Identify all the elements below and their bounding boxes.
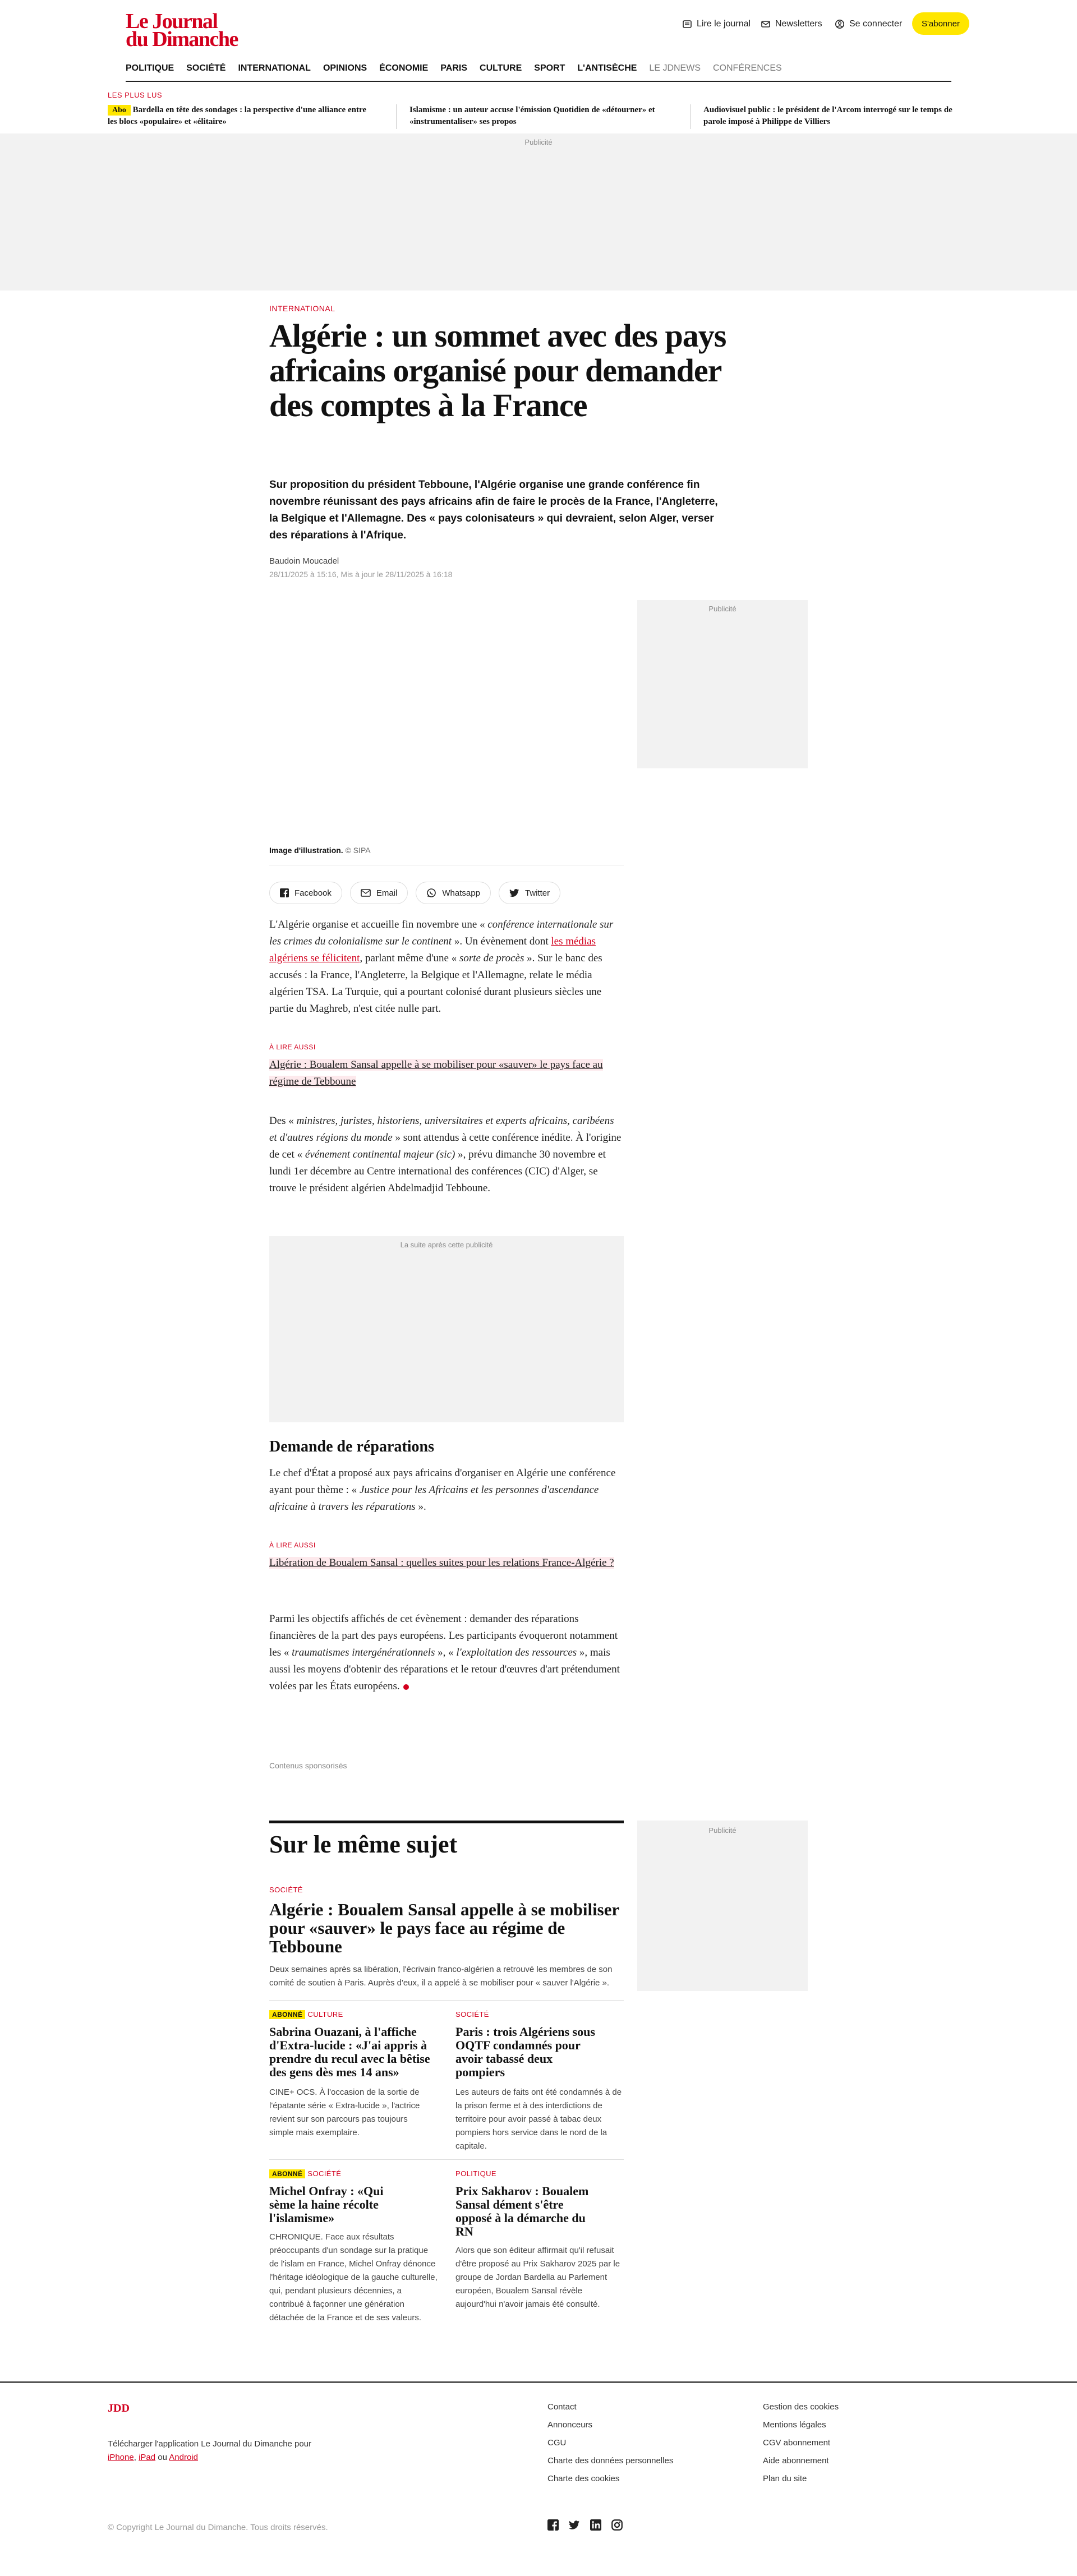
nav-item-opinions[interactable]: OPINIONS: [323, 63, 367, 73]
footer-links-col-2: [763, 2398, 839, 2488]
text-run: ». Un évènement dont: [452, 936, 551, 947]
nav-item-paris[interactable]: PARIS: [440, 63, 468, 73]
related-card-title: Prix Sakharov : Boualem Sansal dément s'être opposé à la démarche du RN: [455, 2184, 589, 2238]
share-buttons: [269, 882, 560, 904]
text-run-italic: ministres, juristes, historiens, universitaires et experts africains, caribéens et d'autres régions du monde: [269, 1115, 614, 1144]
social-links: [547, 2519, 623, 2531]
text-run: », mais aussi les moyens d'obtenir des réparations et le retour d'œuvres d'art prétendument volées par les États européens.: [269, 1647, 620, 1692]
top-ad-banner: [0, 133, 1077, 291]
footer-link-contact[interactable]: Contact: [547, 2402, 577, 2412]
text-run: Des «: [269, 1115, 297, 1127]
most-read-item[interactable]: Audiovisuel public : le président de l'Arcom interrogé sur le temps de parole imposé à Philippe de Villiers: [703, 105, 952, 126]
mail-icon: [761, 19, 771, 29]
caption-credit: © SIPA: [345, 846, 371, 855]
end-dot: [403, 1684, 409, 1690]
related-card[interactable]: [269, 2010, 432, 2140]
share-facebook-label: Facebook: [294, 888, 332, 898]
article-paragraph: [269, 1465, 624, 1515]
related-card-meta: [269, 2169, 438, 2178]
nav-item-politique[interactable]: POLITIQUE: [126, 63, 174, 73]
divider: [690, 104, 691, 129]
app-iphone-link[interactable]: iPhone: [108, 2453, 134, 2462]
text-run-italic: conférence internationale sur les crimes du colonialisme sur le continent: [269, 919, 614, 947]
divider: [396, 104, 397, 129]
related-card-desc: CHRONIQUE. Face aux résultats préoccupants d'un sondage sur la pratique de l'islam en France, Michel Onfray dénonce l'héritage idéologique de la gauche culturelle, qui, pendant plusieurs décennies, a contribué à façonner une génération détachée de la France et de ses valeurs.: [269, 2232, 438, 2322]
newspaper-icon: [682, 19, 692, 29]
related-main-title[interactable]: Algérie : Boualem Sansal appelle à se mobiliser pour «sauver» le pays face au régime de Tebboune: [269, 1900, 619, 1956]
related-card-kicker: SOCIÉTÉ: [455, 2010, 489, 2019]
footer-links-col-1: [547, 2398, 673, 2488]
inline-ad: [269, 1236, 624, 1422]
text-run-italic: Justice pour les Africains et les personnes d'ascendance africaine à travers les réparations: [269, 1484, 599, 1513]
login-label: Se connecter: [849, 19, 903, 29]
subscriber-badge: ABONNÉ: [269, 2169, 305, 2178]
mail-icon: [361, 888, 371, 897]
related-card-title: Sabrina Ouazani, à l'affiche d'Extra-lucide : «J'ai appris à prendre du recul avec la bêtise des gens dès mes 14 ans»: [269, 2025, 430, 2079]
ad-label: Publicité: [708, 1826, 737, 1835]
article-title: Algérie : un sommet avec des pays africains organisé pour demander des comptes à la France: [269, 317, 726, 423]
read-also-link[interactable]: [269, 1555, 624, 1572]
nav-item-economie[interactable]: ÉCONOMIE: [379, 63, 429, 73]
subscribe-button[interactable]: S'abonner: [912, 12, 969, 35]
related-kicker[interactable]: SOCIÉTÉ: [269, 1886, 303, 1894]
app-android-link[interactable]: Android: [169, 2453, 198, 2462]
nav-item-societe[interactable]: SOCIÉTÉ: [186, 63, 226, 73]
caption-text: Image d'illustration.: [269, 846, 343, 855]
related-card[interactable]: [455, 2169, 624, 2311]
side-ad: [637, 600, 808, 768]
sponsored-label: Contenus sponsorisés: [269, 1761, 347, 1770]
share-facebook-button[interactable]: [269, 882, 342, 904]
article-date: 28/11/2025 à 15:16, Mis à jour le 28/11/2025 à 16:18: [269, 570, 453, 579]
instagram-icon[interactable]: [611, 2519, 623, 2531]
text-run: », prévu dimanche 30 novembre et lundi 1er décembre au Centre international des conférences (CIC) d'Alger, se trouve le président algérien Abdelmadjid Tebboune.: [269, 1149, 606, 1194]
footer-link-advertisers[interactable]: Annonceurs: [547, 2420, 593, 2430]
side-ad: [637, 1821, 808, 1991]
most-read-item[interactable]: [108, 104, 377, 128]
article-lead: Sur proposition du président Tebboune, l'Algérie organise une grande conférence fin novembre réunissant des pays africains afin de faire le procès de la France, l'Angleterre, la Belgique et l'Allemagne. Des « pays colonisateurs » qui devraient, selon Alger, verser des réparations à l'Afrique.: [269, 479, 718, 541]
text-run: Le chef d'État a proposé aux pays africains d'organiser en Algérie une conférence ayant pour thème : «: [269, 1467, 616, 1496]
inline-link[interactable]: les médias algériens se félicitent: [269, 936, 596, 964]
share-whatsapp-button[interactable]: [416, 882, 491, 904]
share-whatsapp-label: Whatsapp: [442, 888, 480, 898]
ad-label: Publicité: [524, 138, 553, 146]
footer-link-cgv[interactable]: CGV abonnement: [763, 2438, 831, 2448]
text-run: Parmi les objectifs affichés de cet évènement : demander des réparations financières de la part des pays européens. Les participants évoqueront notamment les «: [269, 1613, 618, 1658]
nav-item-jdnews[interactable]: LE JDNEWS: [649, 63, 701, 73]
whatsapp-icon: [426, 888, 436, 898]
logo-line-1: Le Journal: [126, 10, 218, 33]
user-icon: [835, 19, 845, 29]
nav-item-international[interactable]: INTERNATIONAL: [238, 63, 311, 73]
linkedin-icon[interactable]: [590, 2519, 601, 2531]
most-read-item[interactable]: Islamisme : un auteur accuse l'émission Quotidien de «détourner» et «instrumentaliser» ses propos: [409, 105, 655, 126]
footer-logo[interactable]: JDD: [108, 2402, 130, 2414]
related-card-meta: [269, 2010, 432, 2019]
newsletters-label: Newsletters: [775, 19, 822, 29]
related-card[interactable]: [269, 2169, 438, 2325]
subscriber-badge: ABONNÉ: [269, 2010, 305, 2019]
related-card-desc: Les auteurs de faits ont été condamnés à de la prison ferme et à des interdictions de territoire pour avoir passé à tabac deux pompiers hors service dans le nord de la capitale.: [455, 2087, 622, 2151]
login-link[interactable]: [835, 19, 902, 29]
ad-label: La suite après cette publicité: [400, 1241, 493, 1249]
text-run: Télécharger l'application Le Journal du Dimanche pour: [108, 2439, 312, 2449]
footer-link-cookie-charter[interactable]: Charte des cookies: [547, 2474, 620, 2483]
text-run: , parlant même d'une «: [360, 952, 459, 964]
share-email-button[interactable]: [350, 882, 408, 904]
text-run: ».: [415, 1501, 426, 1513]
app-download-text: [108, 2437, 332, 2464]
facebook-icon[interactable]: [547, 2519, 559, 2531]
text-run: ». Sur le banc des accusés : la France, l'Angleterre, la Belgique et l'Allemagne, relate le média algérien TSA. La Turquie, qui a pourtant colonisé durant plusieurs siècles une partie du Maghreb, n'est citée nulle part.: [269, 952, 602, 1015]
related-card-title: Michel Onfray : «Qui sème la haine récolte l'islamisme»: [269, 2184, 384, 2225]
ad-label: Publicité: [708, 605, 737, 613]
nav-item-culture[interactable]: CULTURE: [480, 63, 522, 73]
read-also-text: Libération de Boualem Sansal : quelles suites pour les relations France-Algérie ?: [269, 1557, 614, 1569]
most-read-title: LES PLUS LUS: [108, 91, 163, 99]
related-card-kicker: SOCIÉTÉ: [307, 2169, 342, 2178]
footer-link-data-charter[interactable]: Charte des données personnelles: [547, 2456, 674, 2466]
text-run: L'Algérie organise et accueille fin novembre une «: [269, 919, 488, 930]
article-kicker[interactable]: INTERNATIONAL: [269, 304, 335, 313]
text-run: ,: [134, 2453, 136, 2462]
read-also-text: Algérie : Boualem Sansal appelle à se mobiliser pour «sauver» le pays face au régime de Tebboune: [269, 1059, 603, 1087]
text-run-italic: l'exploitation des ressources: [456, 1647, 577, 1658]
nav-item-sport[interactable]: SPORT: [534, 63, 565, 73]
related-card-kicker: CULTURE: [307, 2010, 343, 2019]
related-main-desc: Deux semaines après sa libération, l'écrivain franco-algérien a retrouvé les membres de son comité de soutien à Paris. Auprès d'eux, il a appelé à se mobiliser pour « sauver l'Algérie ».: [269, 1965, 613, 1988]
copyright: © Copyright Le Journal du Dimanche. Tous droits réservés.: [108, 2523, 328, 2532]
related-card-title: Paris : trois Algériens sous OQTF condamnés pour avoir tabassé deux pompiers: [455, 2025, 595, 2079]
related-card-kicker: POLITIQUE: [455, 2169, 496, 2178]
logo-line-2: du Dimanche: [126, 27, 238, 51]
app-ipad-link[interactable]: iPad: [139, 2453, 156, 2462]
related-card[interactable]: [455, 2010, 624, 2153]
subscriber-badge: Abo: [108, 105, 131, 116]
related-card-desc: CINE+ OCS. À l'occasion de la sortie de l'épatante série « Extra-lucide », l'actrice revient sur son parcours pas toujours simple mais exemplaire.: [269, 2087, 420, 2137]
newsletters-link[interactable]: [761, 19, 822, 29]
footer-link-cookie-management[interactable]: Gestion des cookies: [763, 2402, 839, 2412]
footer-link-legal[interactable]: Mentions légales: [763, 2420, 826, 2430]
related-card-desc: Alors que son éditeur affirmait qu'il refusait d'être proposé au Prix Sakharov 2025 par le groupe de Jordan Bardella au Parlement européen, Boualem Sansal révèle aujourd'hui n'avoir jamais été consulté.: [455, 2246, 620, 2309]
text-run: » sont attendus à cette conférence inédite. À l'origine de cet «: [269, 1132, 622, 1160]
nav-item-antiseche[interactable]: L'ANTISÈCHE: [577, 63, 637, 73]
read-newspaper-label: Lire le journal: [697, 19, 751, 29]
footer-link-sitemap[interactable]: Plan du site: [763, 2474, 807, 2483]
share-twitter-label: Twitter: [524, 888, 550, 898]
section-heading: Demande de réparations: [269, 1438, 434, 1455]
most-read-item-text: Bardella en tête des sondages : la perspective d'une alliance entre les blocs «populaire» et «élitaire»: [108, 105, 367, 126]
share-email-label: Email: [376, 888, 398, 898]
main-navigation: [126, 56, 951, 82]
text-run-italic: traumatismes intergénérationnels: [292, 1647, 435, 1658]
footer-link-help[interactable]: Aide abonnement: [763, 2456, 829, 2466]
text-run: », «: [435, 1647, 457, 1658]
footer-link-cgu[interactable]: CGU: [547, 2438, 567, 2448]
footer-divider: [0, 2381, 1077, 2383]
read-newspaper-link[interactable]: [682, 19, 751, 29]
same-subject-title: Sur le même sujet: [269, 1821, 624, 1859]
twitter-icon: [509, 888, 519, 897]
nav-item-conferences[interactable]: CONFÉRENCES: [713, 63, 782, 73]
article-paragraph: [269, 1611, 624, 1695]
text-run-italic: sorte de procès: [459, 952, 524, 964]
article-author[interactable]: Baudoin Moucadel: [269, 556, 339, 566]
read-also-link[interactable]: [269, 1057, 624, 1090]
site-logo[interactable]: [126, 10, 266, 51]
twitter-icon[interactable]: [569, 2519, 580, 2531]
article-paragraph: [269, 916, 624, 1017]
text-run-italic: événement continental majeur (sic): [305, 1149, 455, 1160]
read-also-label: À LIRE AUSSI: [269, 1043, 316, 1051]
read-also-label: À LIRE AUSSI: [269, 1541, 316, 1549]
divider: [269, 2000, 624, 2001]
facebook-icon: [280, 888, 289, 897]
share-twitter-button[interactable]: [499, 882, 560, 904]
image-caption: [269, 846, 624, 865]
article-paragraph: [269, 1113, 624, 1197]
divider: [269, 2159, 624, 2160]
text-run: ou: [158, 2453, 167, 2462]
